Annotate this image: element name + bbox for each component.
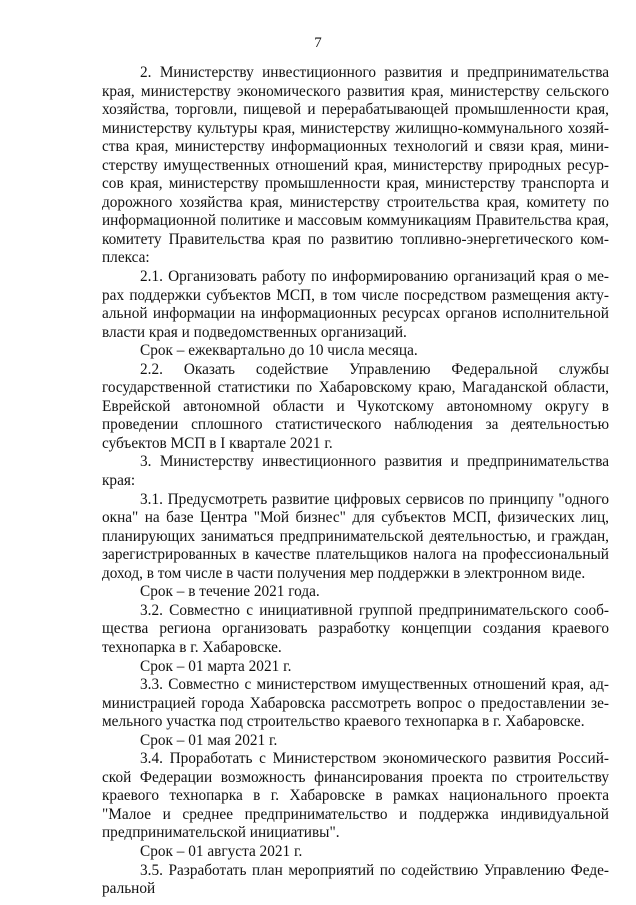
paragraph-2-1: 2.1. Организовать работу по информированию организаций края о мерах поддержки субъектов МСП, в том числе посредством размещения актуальной информации на информационных ресурсах органов исполнительной власти края и подведомственных организаций. bbox=[102, 268, 609, 341]
paragraph-2-2: 2.2. Оказать содействие Управлению Федеральной службы государственной статистики по Хабаровскому краю, Магаданской области, Еврейской автономной области и Чукотскому автономному округу в проведении сплошного статистического наблюдения за деятельностью субъектов МСП в I квартале 2021 г. bbox=[102, 360, 609, 452]
paragraph-3: 3. Министерству инвестиционного развития и предпринимательства края: bbox=[102, 453, 609, 490]
paragraph-3-1: 3.1. Предусмотреть развитие цифровых сервисов по принципу "одного окна" на базе Центра "Мой бизнес" для субъектов МСП, физических лиц, планирующих заниматься предпринимательской деятельностью, и граждан, зарегистрированных в качестве плательщиков налога на профессиональный доход, в том числе в части получения мер поддержки в электронном виде. bbox=[102, 490, 609, 582]
paragraph-3-4: 3.4. Проработать с Министерством экономического развития Российской Федерации возможность финансирования проекта по строительству краевого технопарка в г. Хабаровске в рамках национального проекта "Малое и среднее предпринимательство и поддержка индивидуальной предпринимательской инициативы". bbox=[102, 750, 609, 842]
deadline-3-2: Срок – 01 марта 2021 г. bbox=[140, 657, 292, 675]
paragraph-3-3: 3.3. Совместно с министерством имущественных отношений края, администрацией города Хабаровска рассмотреть вопрос о предоставлении земельного участка под строительство краевого технопарка в г. Хабаровске. bbox=[102, 676, 609, 731]
paragraph-3-2: 3.2. Совместно с инициативной группой предпринимательского сообщества региона организовать разработку концепции создания краевого технопарка в г. Хабаровске. bbox=[102, 601, 609, 656]
deadline-2-1: Срок – ежеквартально до 10 числа месяца. bbox=[140, 342, 418, 360]
deadline-3-3: Срок – 01 мая 2021 г. bbox=[140, 731, 278, 749]
deadline-3-1: Срок – в течение 2021 года. bbox=[140, 583, 320, 601]
paragraph-2: 2. Министерству инвестиционного развития и предпринимательства края, министерству экономического развития края, министерству сельского хозяйства, торговли, пищевой и перерабатывающей промышленности края, министерству культуры края, министерству жилищно-коммунального хозяйства края, министерству информационных технологий и связи края, министерству имущественных отношений края, министерству природных ресурсов края, министерству промышленности края, министерству транспорта и дорожного хозяйства края, министерству строительства края, комитету по информационной политике и массовым коммуникациям Правительства края, комитету Правительства края по развитию топливно-энергетического комплекса: bbox=[102, 64, 609, 267]
paragraph-3-5: 3.5. Разработать план мероприятий по содействию Управлению Федеральной bbox=[102, 861, 609, 898]
page-number: 7 bbox=[314, 35, 322, 51]
document-body bbox=[102, 64, 609, 899]
deadline-3-4: Срок – 01 августа 2021 г. bbox=[140, 842, 303, 860]
